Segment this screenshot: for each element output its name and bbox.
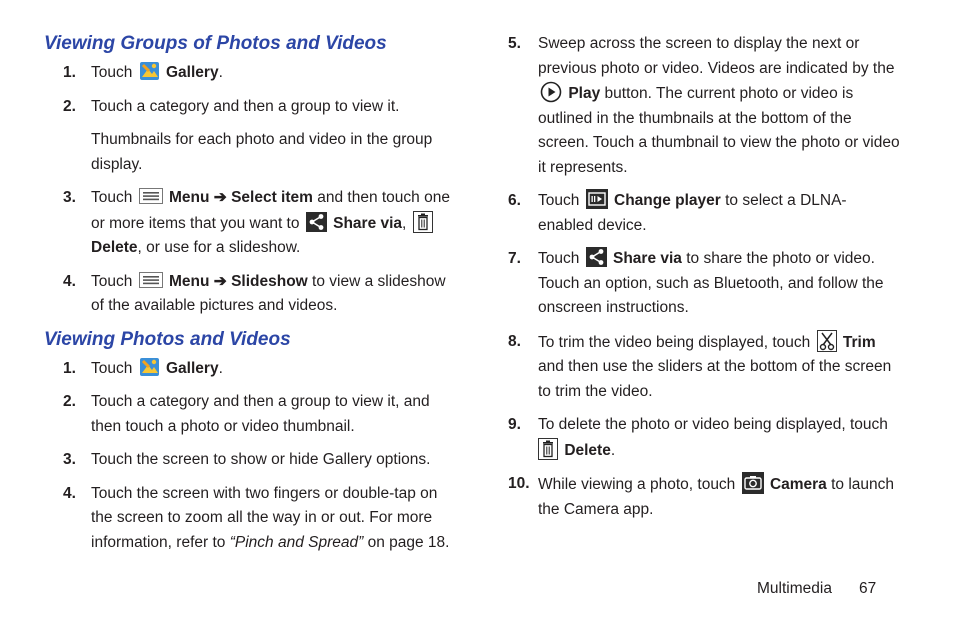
step-text: . <box>610 441 616 459</box>
step-number: 9. <box>508 416 521 433</box>
delete-label: Delete <box>91 239 138 256</box>
step-text: . <box>218 64 223 81</box>
step-number: 2. <box>63 97 76 115</box>
step-text: Touch <box>91 272 133 290</box>
step-text: To trim the video being displayed, touch <box>538 333 811 351</box>
menu-icon <box>139 188 163 204</box>
step-text: , or use for a slideshow. <box>137 239 301 256</box>
step-photos-1 <box>44 357 454 382</box>
step-text: Touch the screen to show or hide Gallery options. <box>91 451 431 468</box>
step-9 <box>508 413 900 463</box>
left-column <box>44 32 454 564</box>
step-number: 10. <box>508 475 530 492</box>
camera-label: Camera <box>769 476 827 493</box>
step-photos-3 <box>44 448 454 473</box>
step-text: on page 18. <box>367 533 450 551</box>
menu-select-item-label: Menu ➔ Select item <box>169 189 313 206</box>
step-number: 2. <box>63 393 76 410</box>
step-text: Touch a category and then a group to view it. <box>91 97 400 115</box>
play-label: Play <box>568 85 601 102</box>
step-number: 5. <box>508 35 521 52</box>
menu-slideshow-label: Menu ➔ Slideshow <box>169 272 308 290</box>
step-groups-2 <box>44 95 454 120</box>
trash-icon <box>413 211 433 233</box>
step-text: Touch <box>538 250 580 267</box>
share-via-label: Share via <box>333 214 403 232</box>
step-text: and then use the sliders at the bottom of the screen to trim the video. <box>538 358 892 400</box>
share-via-label: Share via <box>613 250 682 267</box>
menu-icon <box>139 272 163 288</box>
step-number: 7. <box>508 250 521 267</box>
step-number: 4. <box>63 484 76 502</box>
gallery-icon <box>139 61 160 81</box>
step-photos-2 <box>44 390 454 439</box>
step-7 <box>508 247 900 321</box>
step-groups-1 <box>44 61 454 86</box>
step-text: To delete the photo or video being displayed, touch <box>538 416 888 433</box>
step-text: . <box>218 359 223 377</box>
step-text: , <box>402 214 407 232</box>
pinch-spread-reference[interactable]: “Pinch and Spread” <box>229 533 364 551</box>
trash-icon <box>538 438 558 460</box>
delete-label: Delete <box>564 441 611 459</box>
step-number: 3. <box>63 189 76 206</box>
step-groups-4 <box>44 270 454 319</box>
page-number: 67 <box>859 580 877 597</box>
share-icon <box>306 212 327 232</box>
trim-label: Trim <box>842 333 876 351</box>
gallery-icon <box>139 357 160 377</box>
step-text: While viewing a photo, touch <box>538 476 736 493</box>
step-number: 1. <box>63 64 76 81</box>
step-text: button. The current photo or video is outlined in the thumbnails at the bottom of the screen. Touch a thumbnail to view the photo or video it represents. <box>538 85 900 176</box>
step-text: Touch <box>91 64 133 81</box>
step-text: to view a slideshow of the available pictures and videos. <box>91 272 446 314</box>
step-groups-3 <box>44 186 454 261</box>
section-title-photos-videos: Viewing Photos and Videos <box>44 328 291 350</box>
scissors-icon <box>817 330 837 352</box>
step-text: Touch a category and then a group to view it, and then touch a photo or video thumbnail. <box>91 393 430 435</box>
section-title-groups: Viewing Groups of Photos and Videos <box>44 33 387 54</box>
step-text: to launch the Camera app. <box>538 476 895 518</box>
step-10 <box>508 472 900 522</box>
play-icon <box>540 81 562 103</box>
step-text: Touch <box>538 192 580 209</box>
step-number: 1. <box>63 359 76 377</box>
step-number: 3. <box>63 451 76 468</box>
change-player-icon <box>586 189 608 209</box>
step-number: 6. <box>508 192 521 209</box>
right-column <box>508 32 900 531</box>
gallery-label: Gallery <box>166 64 219 81</box>
step-text: to select a DLNA-enabled device. <box>538 192 847 234</box>
step-8 <box>508 330 900 405</box>
footer-section: Multimedia <box>757 580 832 597</box>
step-number: 8. <box>508 332 521 350</box>
change-player-label: Change player <box>614 192 721 209</box>
step-text: Touch <box>91 189 133 206</box>
step-number: 4. <box>63 272 76 290</box>
step-6 <box>508 189 900 238</box>
step-text: Touch <box>91 359 133 377</box>
step-5 <box>508 32 900 180</box>
step-photos-4 <box>44 482 454 556</box>
share-icon <box>586 247 607 267</box>
step-text: Sweep across the screen to display the next or previous photo or video. Videos are indicated by the <box>538 35 895 77</box>
step-text: and then touch one or more items that you want to <box>91 189 450 232</box>
step-text: to share the photo or video. Touch an option, such as Bluetooth, and follow the onscreen instructions. <box>538 250 884 316</box>
gallery-label: Gallery <box>166 359 219 377</box>
step-text: Touch the screen with two fingers or double-tap on the screen to zoom all the way in or out. For more information, refer to <box>91 484 438 551</box>
thumbnails-note: Thumbnails for each photo and video in the group display. <box>91 131 433 173</box>
camera-icon <box>742 472 764 494</box>
